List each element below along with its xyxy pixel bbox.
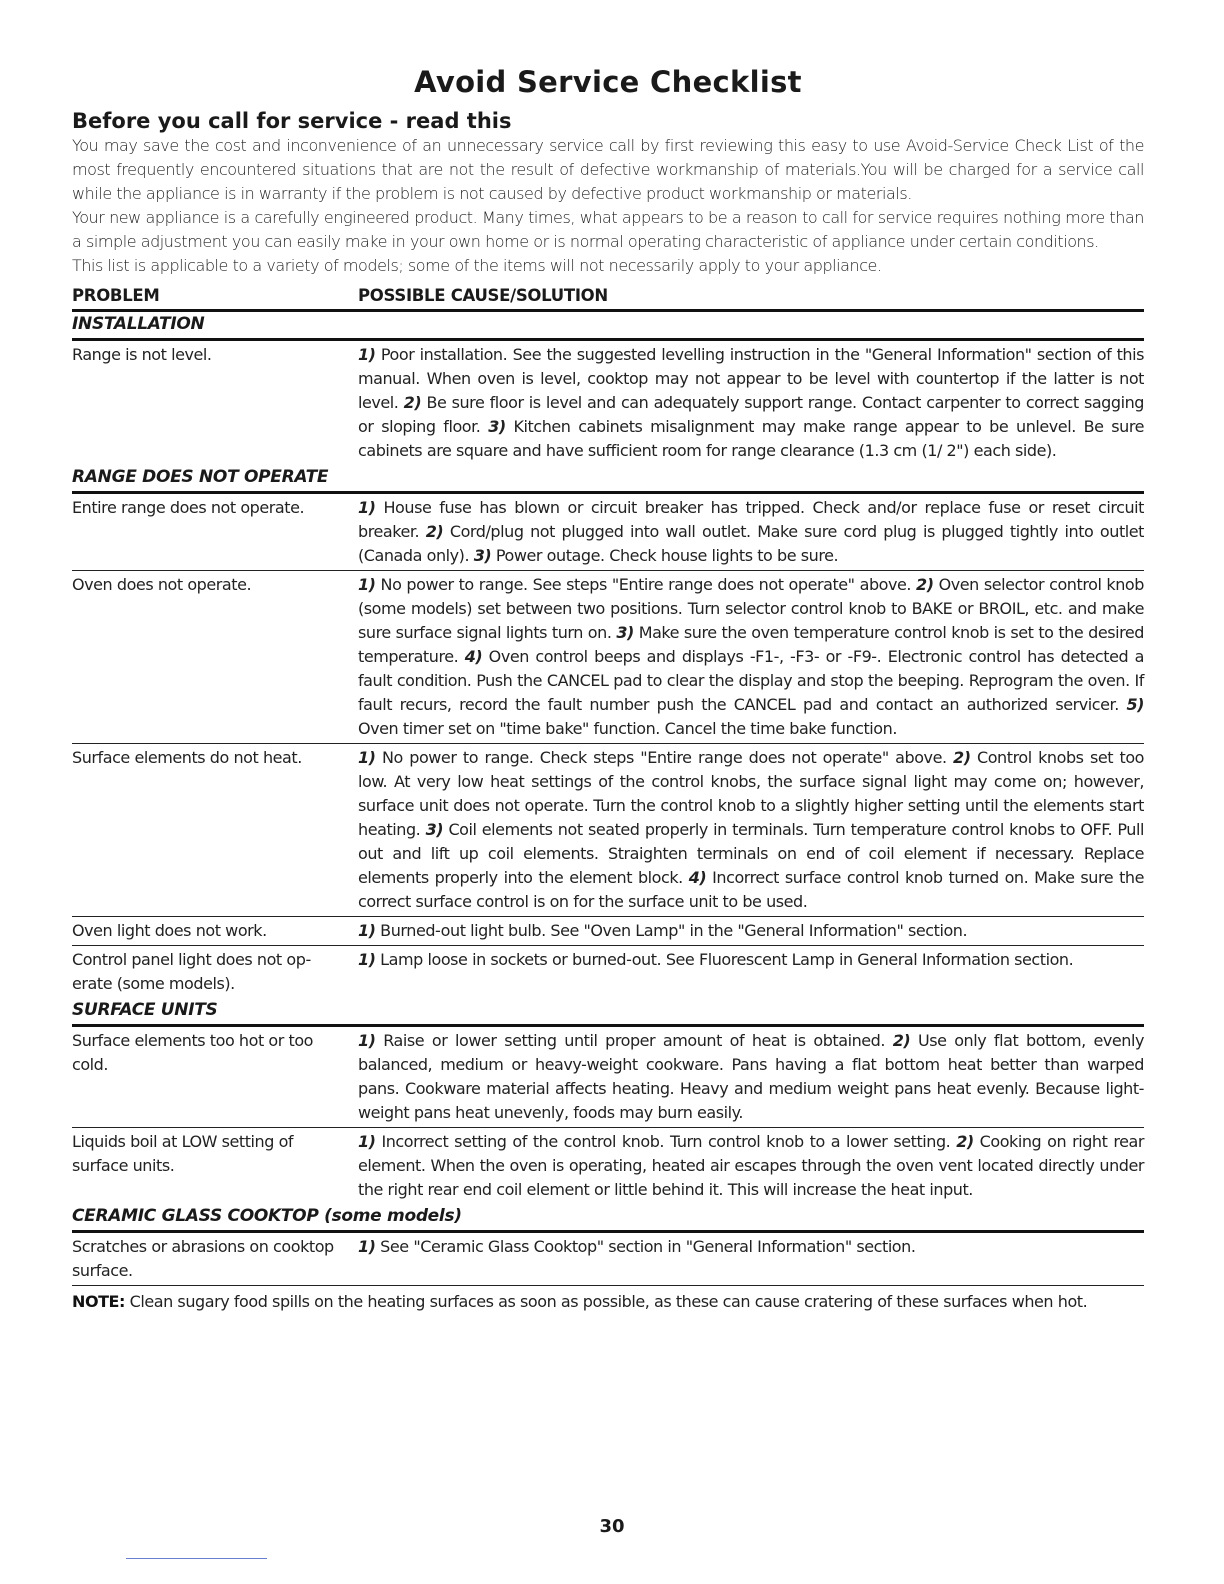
table-row [72,1027,1144,1127]
step-text: Power outage. Check house lights to be sure. [491,546,839,565]
step-number: 2) [892,1031,911,1050]
step-number: 1) [358,748,376,767]
step-text: Burned-out light bulb. See "Oven Lamp" in the "General Information" section. [375,921,968,940]
step-text: Be sure floor is level and can adequately support range. Contact carpenter to correct sagging or sloping floor. [358,393,1144,436]
table-row [72,1128,1144,1204]
step-text: Poor installation. See the suggested levelling instruction in the "General Information" section of this manual. When oven is level, cooktop may not appear to be level with countertop if the latter is not level. [358,345,1144,412]
step-number: 1) [358,921,376,940]
problem-cell: Oven does not operate. [72,575,252,594]
step-number: 3) [473,546,492,565]
problem-cell: Scratches or abrasions on cooktop surface. [72,1237,334,1280]
section-title: RANGE DOES NOT OPERATE [72,467,329,487]
step-text: Incorrect surface control knob turned on. Make sure the correct surface control is on for the surface unit to be used. [358,868,1144,911]
checklist-table [72,312,1144,1286]
document-page [72,62,1144,1314]
step-text: Cooking on right rear element. When the oven is operating, heated air escapes through the oven vent located directly under the right rear end coil element or little behind it. This will increase the heat input. [358,1132,1144,1199]
solution-cell [358,496,1144,568]
page-subtitle: Before you call for service - read this [72,109,512,133]
solution-cell [358,1130,1144,1202]
step-text: House fuse has blown or circuit breaker has tripped. Check and/or replace fuse or reset circuit breaker. [358,498,1144,541]
step-number: 1) [358,950,376,969]
solution-cell [358,948,1144,996]
step-text: Incorrect setting of the control knob. Turn control knob to a lower setting. [375,1132,957,1151]
step-text: Control knobs set too low. At very low heat settings of the control knobs, the surface signal light may come on; however, surface unit does not operate. Turn the control knob to a slightly higher setting until the elements start heating. [358,748,1144,839]
step-number: 4) [688,868,707,887]
intro-paragraph: You may save the cost and inconvenience of an unnecessary service call by first reviewing this easy to use Avoid-Service Check List of the most frequently encountered situations that are not the result of defective workmanship of materials.You will be charged for a service call while the appliance is in warranty if the problem is not caused by defective product workmanship or materials. [72,136,1144,203]
note-text: Clean sugary food spills on the heating surfaces as soon as possible, as these can cause cratering of these surfaces when hot. [125,1292,1088,1311]
solution-cell [358,573,1144,741]
intro-paragraph: Your new appliance is a carefully engineered product. Many times, what appears to be a reason to call for service requires nothing more than a simple adjustment you can easily make in your own home or is normal operating characteristic of appliance under certain conditions. [72,208,1144,251]
step-number: 3) [488,417,506,436]
step-text: Oven control beeps and displays -F1-, -F3- or -F9-. Electronic control has detected a fault condition. Push the CANCEL pad to clear the display and stop the beeping. Reprogram the oven. If fault recurs, record the fault number push the CANCEL pad and contact an authorized servicer. [358,647,1144,714]
step-number: 2) [425,522,444,541]
step-text: Oven selector control knob (some models) set between two positions. Turn selector control knob to BAKE or BROIL, etc. and make sure surface signal lights turn on. [358,575,1144,642]
problem-cell: Surface elements too hot or too cold. [72,1031,314,1074]
step-text: Oven timer set on "time bake" function. Cancel the time bake function. [358,719,897,738]
section-title: INSTALLATION [72,314,205,334]
page-number: 30 [599,1516,625,1537]
intro-paragraph: This list is applicable to a variety of models; some of the items will not necessarily apply to your appliance. [72,256,882,275]
solution-cell [358,1029,1144,1125]
step-number: 1) [358,498,376,517]
step-text: Coil elements not seated properly in terminals. Turn temperature control knobs to OFF. Pull out and lift up coil elements. Straighten terminals on end of coil element if necessary. Replace elements properly into the element block. [358,820,1144,887]
problem-cell: Range is not level. [72,345,212,364]
solution-cell [358,1235,1144,1283]
step-text: Lamp loose in sockets or burned-out. See Fluorescent Lamp in General Information section. [375,950,1074,969]
solution-cell [358,919,1144,943]
table-row [72,744,1144,916]
step-number: 3) [425,820,444,839]
table-row [72,341,1144,465]
table-row [72,917,1144,945]
step-number: 1) [358,1132,376,1151]
step-number: 2) [916,575,934,594]
table-row [72,571,1144,743]
step-number: 1) [358,345,376,364]
step-text: No power to range. See steps "Entire range does not operate" above. [375,575,917,594]
problem-cell: Surface elements do not heat. [72,748,302,767]
table-header [72,284,1144,308]
step-number: 5) [1126,695,1144,714]
step-number: 1) [358,575,376,594]
problem-cell: Liquids boil at LOW setting of surface units. [72,1132,294,1175]
step-number: 3) [616,623,634,642]
problem-column-header: PROBLEM [72,286,160,305]
step-number: 2) [953,748,971,767]
step-text: Use only flat bottom, evenly balanced, medium or heavy-weight cookware. Pans having a flat bottom heat better than warped pans. Cookware material affects heating. Heavy and medium weight pans heat evenly. Because light-weight pans heat unevenly, foods may burn easily. [358,1031,1144,1122]
step-text: Kitchen cabinets misalignment may make range appear to be unlevel. Be sure cabinets are square and have sufficient room for range clearance (1.3 cm (1/ 2") each side). [358,417,1144,460]
section-title: CERAMIC GLASS COOKTOP (some models) [72,1206,462,1226]
step-number: 1) [358,1031,376,1050]
solution-column-header: POSSIBLE CAUSE/SOLUTION [358,286,608,305]
note-label: NOTE: [72,1292,125,1311]
intro-text [72,134,1144,278]
step-text: Raise or lower setting until proper amount of heat is obtained. [375,1031,893,1050]
table-row [72,946,1144,998]
solution-cell [358,746,1144,914]
problem-cell: Entire range does not operate. [72,498,305,517]
step-text: Make sure the oven temperature control knob is set to the desired temperature. [358,623,1144,666]
step-text: No power to range. Check steps "Entire range does not operate" above. [375,748,954,767]
problem-cell: Control panel light does not op- erate (some models). [72,950,311,993]
footer-rule [126,1558,267,1559]
note [72,1290,1144,1314]
step-number: 2) [956,1132,974,1151]
section-title: SURFACE UNITS [72,1000,218,1020]
row-rule [72,1285,1144,1286]
page-title: Avoid Service Checklist [414,65,802,99]
step-number: 2) [403,393,422,412]
solution-cell [358,343,1144,463]
step-text: Cord/plug not plugged into wall outlet. Make sure cord plug is plugged tightly into outlet (Canada only). [358,522,1144,565]
table-row [72,1233,1144,1285]
problem-cell: Oven light does not work. [72,921,267,940]
step-number: 1) [358,1237,376,1256]
step-number: 4) [464,647,483,666]
table-row [72,494,1144,570]
step-text: See "Ceramic Glass Cooktop" section in "General Information" section. [375,1237,916,1256]
